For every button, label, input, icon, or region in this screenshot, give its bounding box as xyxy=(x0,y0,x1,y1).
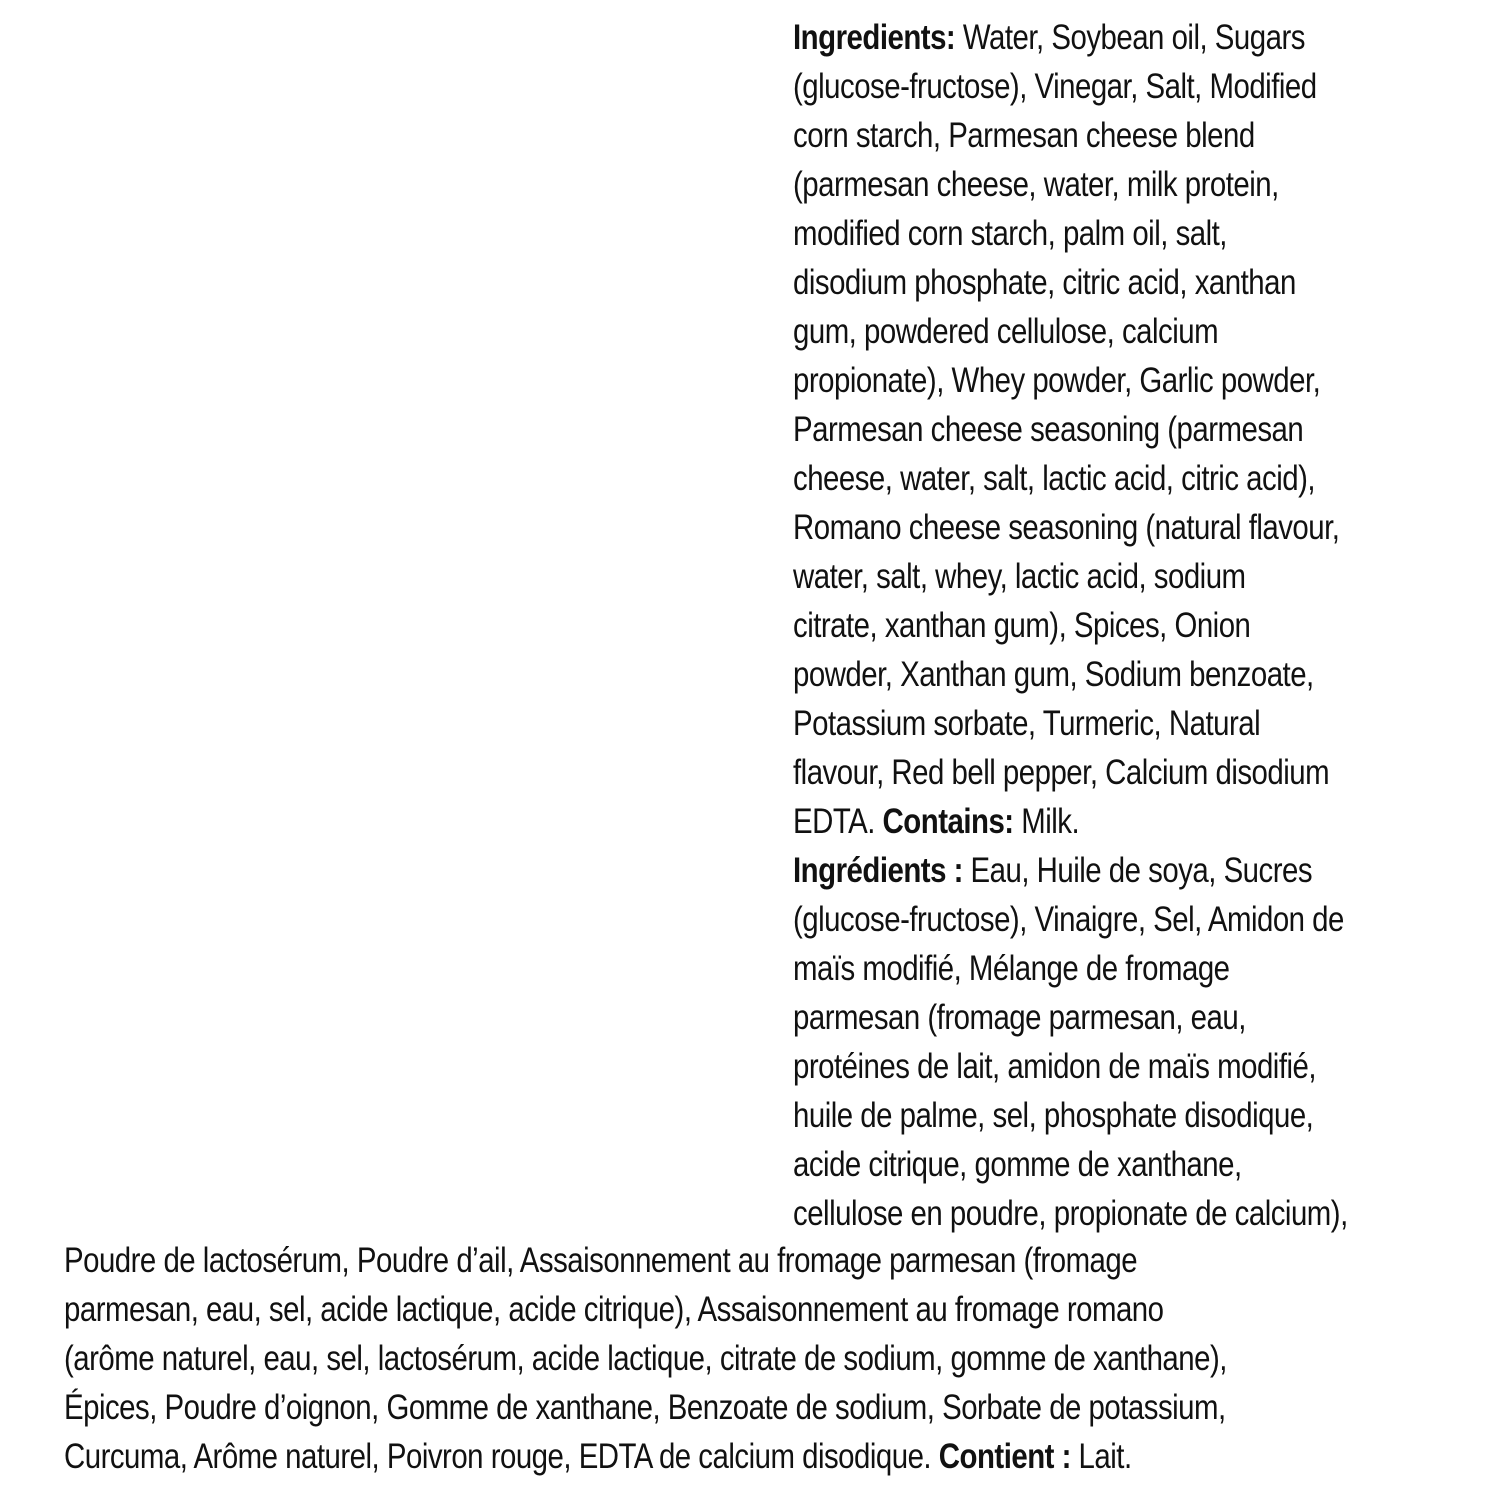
english-line-16: flavour, Red bell pepper, Calcium disodium xyxy=(793,753,1330,792)
french-line-13: Curcuma, Arôme naturel, Poivron rouge, EDTA de calcium disodique. Contient : Lait. xyxy=(64,1437,1132,1476)
english-heading: Ingredients: xyxy=(793,18,956,57)
english-line-15: Potassium sorbate, Turmeric, Natural xyxy=(793,704,1261,743)
french-line-9: Poudre de lactosérum, Poudre d’ail, Assaisonnement au fromage parmesan (fromage xyxy=(64,1241,1138,1280)
french-contains-value: Lait. xyxy=(1070,1437,1132,1476)
french-heading: Ingrédients : xyxy=(793,851,963,890)
english-line-2: (glucose-fructose), Vinegar, Salt, Modified xyxy=(793,67,1317,106)
english-line-11: Romano cheese seasoning (natural flavour, xyxy=(793,508,1340,547)
english-line-8: propionate), Whey powder, Garlic powder, xyxy=(793,361,1321,400)
french-line-10: parmesan, eau, sel, acide lactique, acide citrique), Assaisonnement au fromage romano xyxy=(64,1290,1164,1329)
french-line-8: cellulose en poudre, propionate de calcium), xyxy=(793,1194,1348,1233)
english-line-17: EDTA. Contains: Milk. xyxy=(793,802,1080,841)
english-line-5: modified corn starch, palm oil, salt, xyxy=(793,214,1227,253)
english-line-7: gum, powdered cellulose, calcium xyxy=(793,312,1219,351)
french-line-6: huile de palme, sel, phosphate disodique, xyxy=(793,1096,1314,1135)
french-line-11: (arôme naturel, eau, sel, lactosérum, acide lactique, citrate de sodium, gomme de xanthane), xyxy=(64,1339,1227,1378)
english-line-10: cheese, water, salt, lactic acid, citric acid), xyxy=(793,459,1316,498)
english-contains-label: Contains: xyxy=(882,802,1014,841)
french-line-5: protéines de lait, amidon de maïs modifié, xyxy=(793,1047,1317,1086)
english-line-12: water, salt, whey, lactic acid, sodium xyxy=(793,557,1246,596)
english-line-9: Parmesan cheese seasoning (parmesan xyxy=(793,410,1304,449)
english-line-4: (parmesan cheese, water, milk protein, xyxy=(793,165,1279,204)
english-line-3: corn starch, Parmesan cheese blend xyxy=(793,116,1255,155)
english-line-6: disodium phosphate, citric acid, xanthan xyxy=(793,263,1296,302)
french-line-1: Ingrédients : Eau, Huile de soya, Sucres xyxy=(793,851,1313,890)
french-line-2: (glucose-fructose), Vinaigre, Sel, Amidon de xyxy=(793,900,1344,939)
english-contains-value: Milk. xyxy=(1013,802,1080,841)
french-contains-label: Contient : xyxy=(938,1437,1071,1476)
french-line-3: maïs modifié, Mélange de fromage xyxy=(793,949,1230,988)
french-line-4: parmesan (fromage parmesan, eau, xyxy=(793,998,1246,1037)
english-line-1: Ingredients: Water, Soybean oil, Sugars xyxy=(793,18,1305,57)
french-line-12: Épices, Poudre d’oignon, Gomme de xanthane, Benzoate de sodium, Sorbate de potassium, xyxy=(64,1388,1226,1427)
english-line-13: citrate, xanthan gum), Spices, Onion xyxy=(793,606,1251,645)
french-line-7: acide citrique, gomme de xanthane, xyxy=(793,1145,1242,1184)
english-line-14: powder, Xanthan gum, Sodium benzoate, xyxy=(793,655,1314,694)
